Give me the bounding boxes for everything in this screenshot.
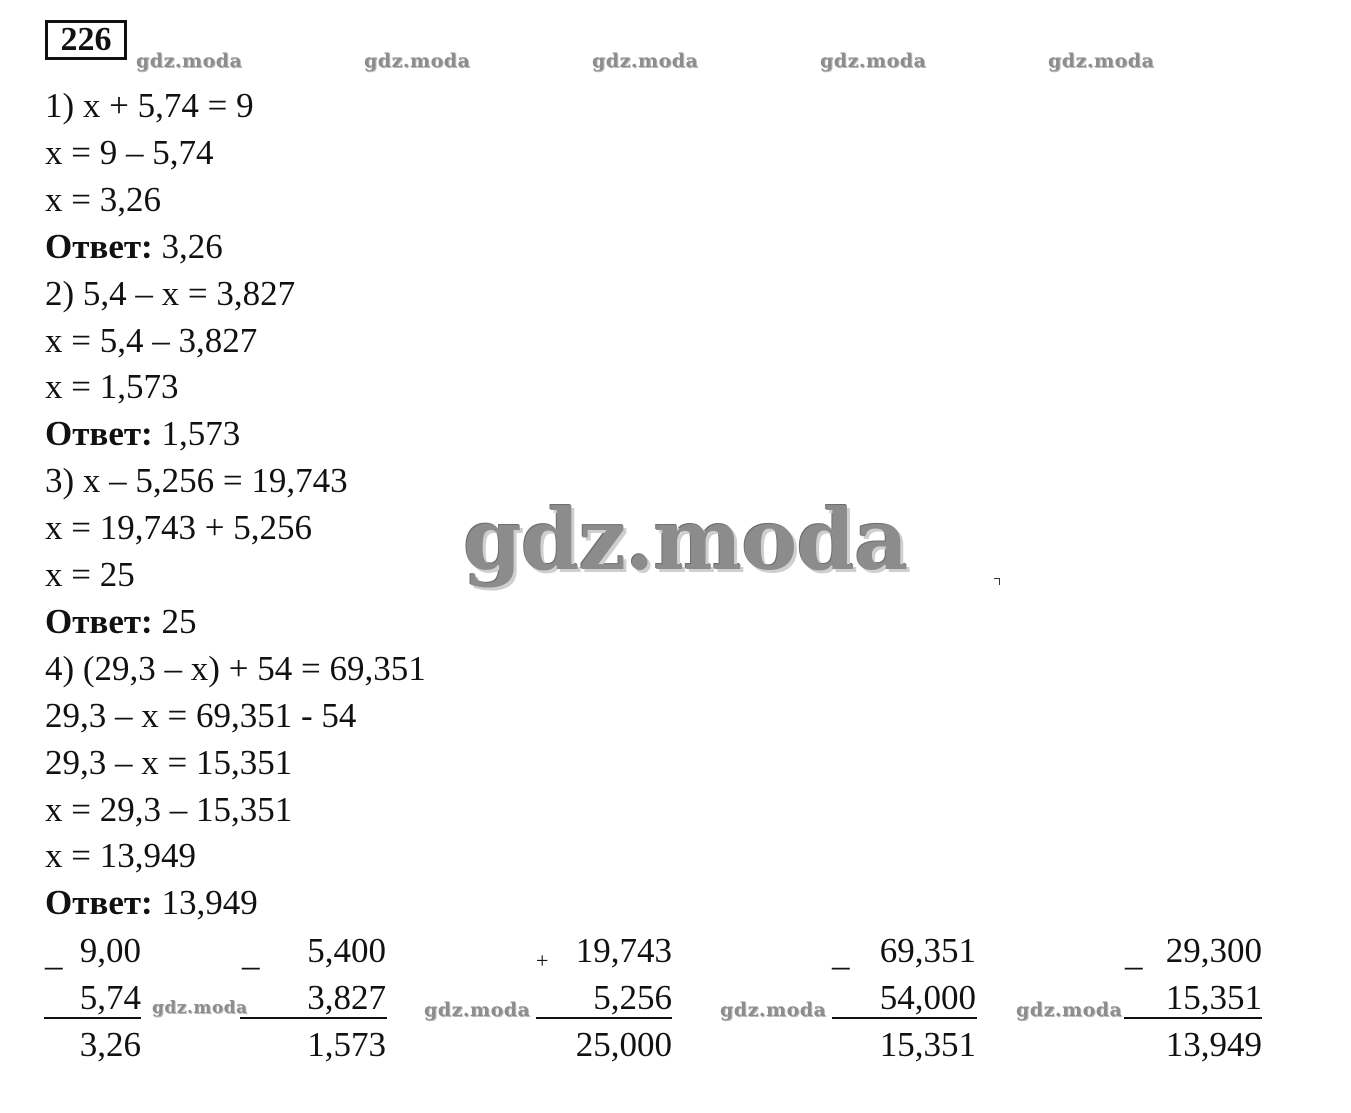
watermark-text: gdz.moda [136,50,243,72]
watermark-text: gdz.moda [1048,50,1155,72]
column-rule [44,1017,141,1019]
watermark-text: gdz.moda [152,998,248,1018]
column-bottom: 5,256 [593,978,672,1017]
answer-value: 13,949 [161,883,258,922]
column-sign: _ [1125,934,1143,973]
equation-line: 29,3 – x = 15,351 [45,743,293,782]
equation-line: x = 3,26 [45,180,161,219]
column-top: 69,351 [879,931,976,970]
column-rule [240,1017,387,1019]
answer-value: 1,573 [161,414,241,453]
column-sign: _ [45,934,63,973]
task-number: 226 [45,20,127,60]
answer-label: Ответ: [45,227,153,266]
column-bottom: 5,74 [79,978,141,1017]
answer-value: 25 [161,602,197,641]
watermark-text: gdz.moda [592,50,699,72]
column-top: 9,00 [79,931,141,970]
watermark-logo: gdz.moda [463,490,908,589]
column-rule [1124,1017,1262,1019]
equation-line: x = 25 [45,555,135,594]
equation-line: x = 13,949 [45,836,196,875]
column-bottom: 54,000 [879,978,976,1017]
column-top: 29,300 [1165,931,1262,970]
column-sign: _ [832,934,850,973]
watermark-text: gdz.moda [364,50,471,72]
answer-value: 3,26 [161,227,223,266]
column-top: 5,400 [307,931,386,970]
column-top: 19,743 [575,931,672,970]
column-bottom: 15,351 [1165,978,1262,1017]
equation-line: 1) x + 5,74 = 9 [45,86,254,125]
column-result: 3,26 [79,1025,141,1064]
equation-line: x = 19,743 + 5,256 [45,508,312,547]
equation-line: x = 9 – 5,74 [45,133,214,172]
equation-line: 3) x – 5,256 = 19,743 [45,461,348,500]
equation-line: x = 5,4 – 3,827 [45,321,258,360]
column-result: 15,351 [879,1025,976,1064]
column-rule [832,1017,977,1019]
column-sign: + [536,948,549,973]
column-sign: _ [242,934,260,973]
column-rule [536,1017,672,1019]
column-bottom: 3,827 [307,978,386,1017]
equation-line: x = 29,3 – 15,351 [45,790,293,829]
watermark-text: gdz.moda [720,999,827,1021]
answer-line [45,414,240,454]
watermark-text: gdz.moda [424,999,531,1021]
stray-mark [994,578,1000,585]
answer-label: Ответ: [45,883,153,922]
answer-line [45,883,258,923]
equation-line: 4) (29,3 – x) + 54 = 69,351 [45,649,426,688]
answer-label: Ответ: [45,602,153,641]
answer-line [45,227,223,267]
column-result: 13,949 [1165,1025,1262,1064]
watermark-text: gdz.moda [1016,999,1123,1021]
equation-line: 29,3 – x = 69,351 - 54 [45,696,357,735]
column-result: 25,000 [575,1025,672,1064]
watermark-text: gdz.moda [820,50,927,72]
answer-line [45,602,196,642]
column-result: 1,573 [307,1025,386,1064]
answer-label: Ответ: [45,414,153,453]
equation-line: x = 1,573 [45,367,179,406]
equation-line: 2) 5,4 – x = 3,827 [45,274,296,313]
